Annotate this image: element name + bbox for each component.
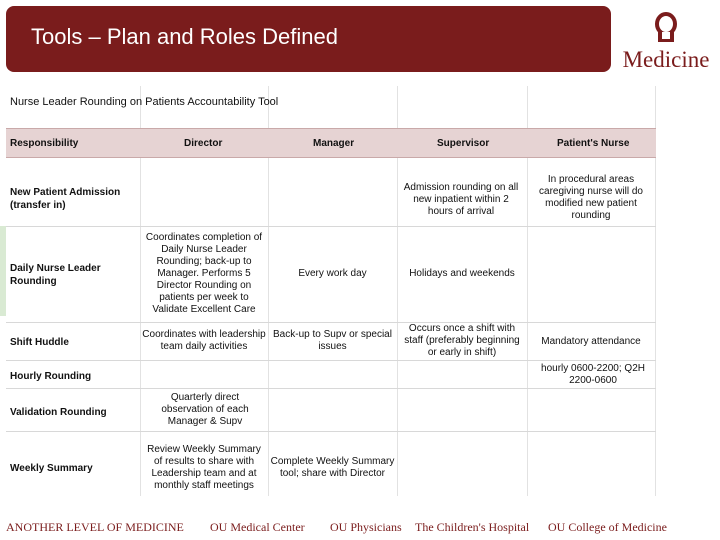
footer-tagline: ANOTHER LEVEL OF MEDICINE bbox=[6, 520, 184, 534]
nurse-cell: Mandatory attendance bbox=[541, 336, 641, 347]
manager-cell: Back-up to Supv or special issues bbox=[273, 329, 392, 352]
manager-cell: Complete Weekly Summary tool; share with Director bbox=[270, 456, 395, 479]
title-bar bbox=[6, 6, 611, 72]
row-divider bbox=[6, 388, 656, 389]
row-label: Hourly Rounding bbox=[10, 371, 92, 382]
header-director: Director bbox=[184, 138, 223, 149]
row-label: Daily Nurse Leader Rounding bbox=[10, 263, 101, 287]
row-divider bbox=[6, 226, 656, 227]
row-divider bbox=[6, 360, 656, 361]
row-accent bbox=[0, 226, 6, 316]
tool-title: Nurse Leader Rounding on Patients Accountability Tool bbox=[10, 96, 279, 108]
logo bbox=[616, 10, 716, 72]
director-cell: Review Weekly Summary of results to share with Leadership team and at monthly staff meetings bbox=[147, 444, 261, 491]
accountability-table bbox=[0, 76, 660, 506]
slide-title: Tools – Plan and Roles Defined bbox=[31, 24, 338, 49]
director-cell: Coordinates with leadership team daily activities bbox=[142, 329, 266, 352]
footer-link[interactable]: OU College of Medicine bbox=[548, 520, 667, 534]
footer-bar bbox=[0, 518, 720, 538]
nurse-cell: hourly 0600-2200; Q2H 2200-0600 bbox=[541, 363, 645, 386]
director-cell: Quarterly direct observation of each Manager & Supv bbox=[161, 392, 249, 427]
ou-monogram-icon bbox=[652, 12, 680, 44]
supervisor-cell: Holidays and weekends bbox=[409, 268, 515, 279]
supervisor-cell: Occurs once a shift with staff (preferably beginning or early in shift) bbox=[404, 323, 520, 358]
footer-link[interactable]: OU Medical Center bbox=[210, 520, 305, 534]
row-divider bbox=[6, 431, 656, 432]
header-manager: Manager bbox=[313, 138, 355, 149]
manager-cell: Every work day bbox=[298, 268, 367, 279]
row-label: New Patient Admission (transfer in) bbox=[10, 187, 121, 211]
header-responsibility: Responsibility bbox=[10, 138, 79, 149]
supervisor-cell: Admission rounding on all new inpatient within 2 hours of arrival bbox=[403, 182, 519, 217]
header-patients-nurse: Patient's Nurse bbox=[557, 138, 630, 149]
row-label: Weekly Summary bbox=[10, 463, 93, 474]
footer-link[interactable]: OU Physicians bbox=[330, 520, 402, 534]
logo-wordmark: Medicine bbox=[622, 47, 710, 72]
row-label: Shift Huddle bbox=[10, 337, 69, 348]
header-supervisor: Supervisor bbox=[437, 138, 490, 149]
nurse-cell: In procedural areas caregiving nurse will do modified new patient rounding bbox=[539, 174, 643, 221]
row-divider bbox=[6, 322, 656, 323]
row-label: Validation Rounding bbox=[10, 407, 107, 418]
director-cell: Coordinates completion of Daily Nurse Leader Rounding; back-up to Manager. Performs 5 Director Rounding on patients per week to Validate Excellent Care bbox=[145, 232, 263, 315]
footer-link[interactable]: The Children's Hospital bbox=[415, 520, 530, 534]
